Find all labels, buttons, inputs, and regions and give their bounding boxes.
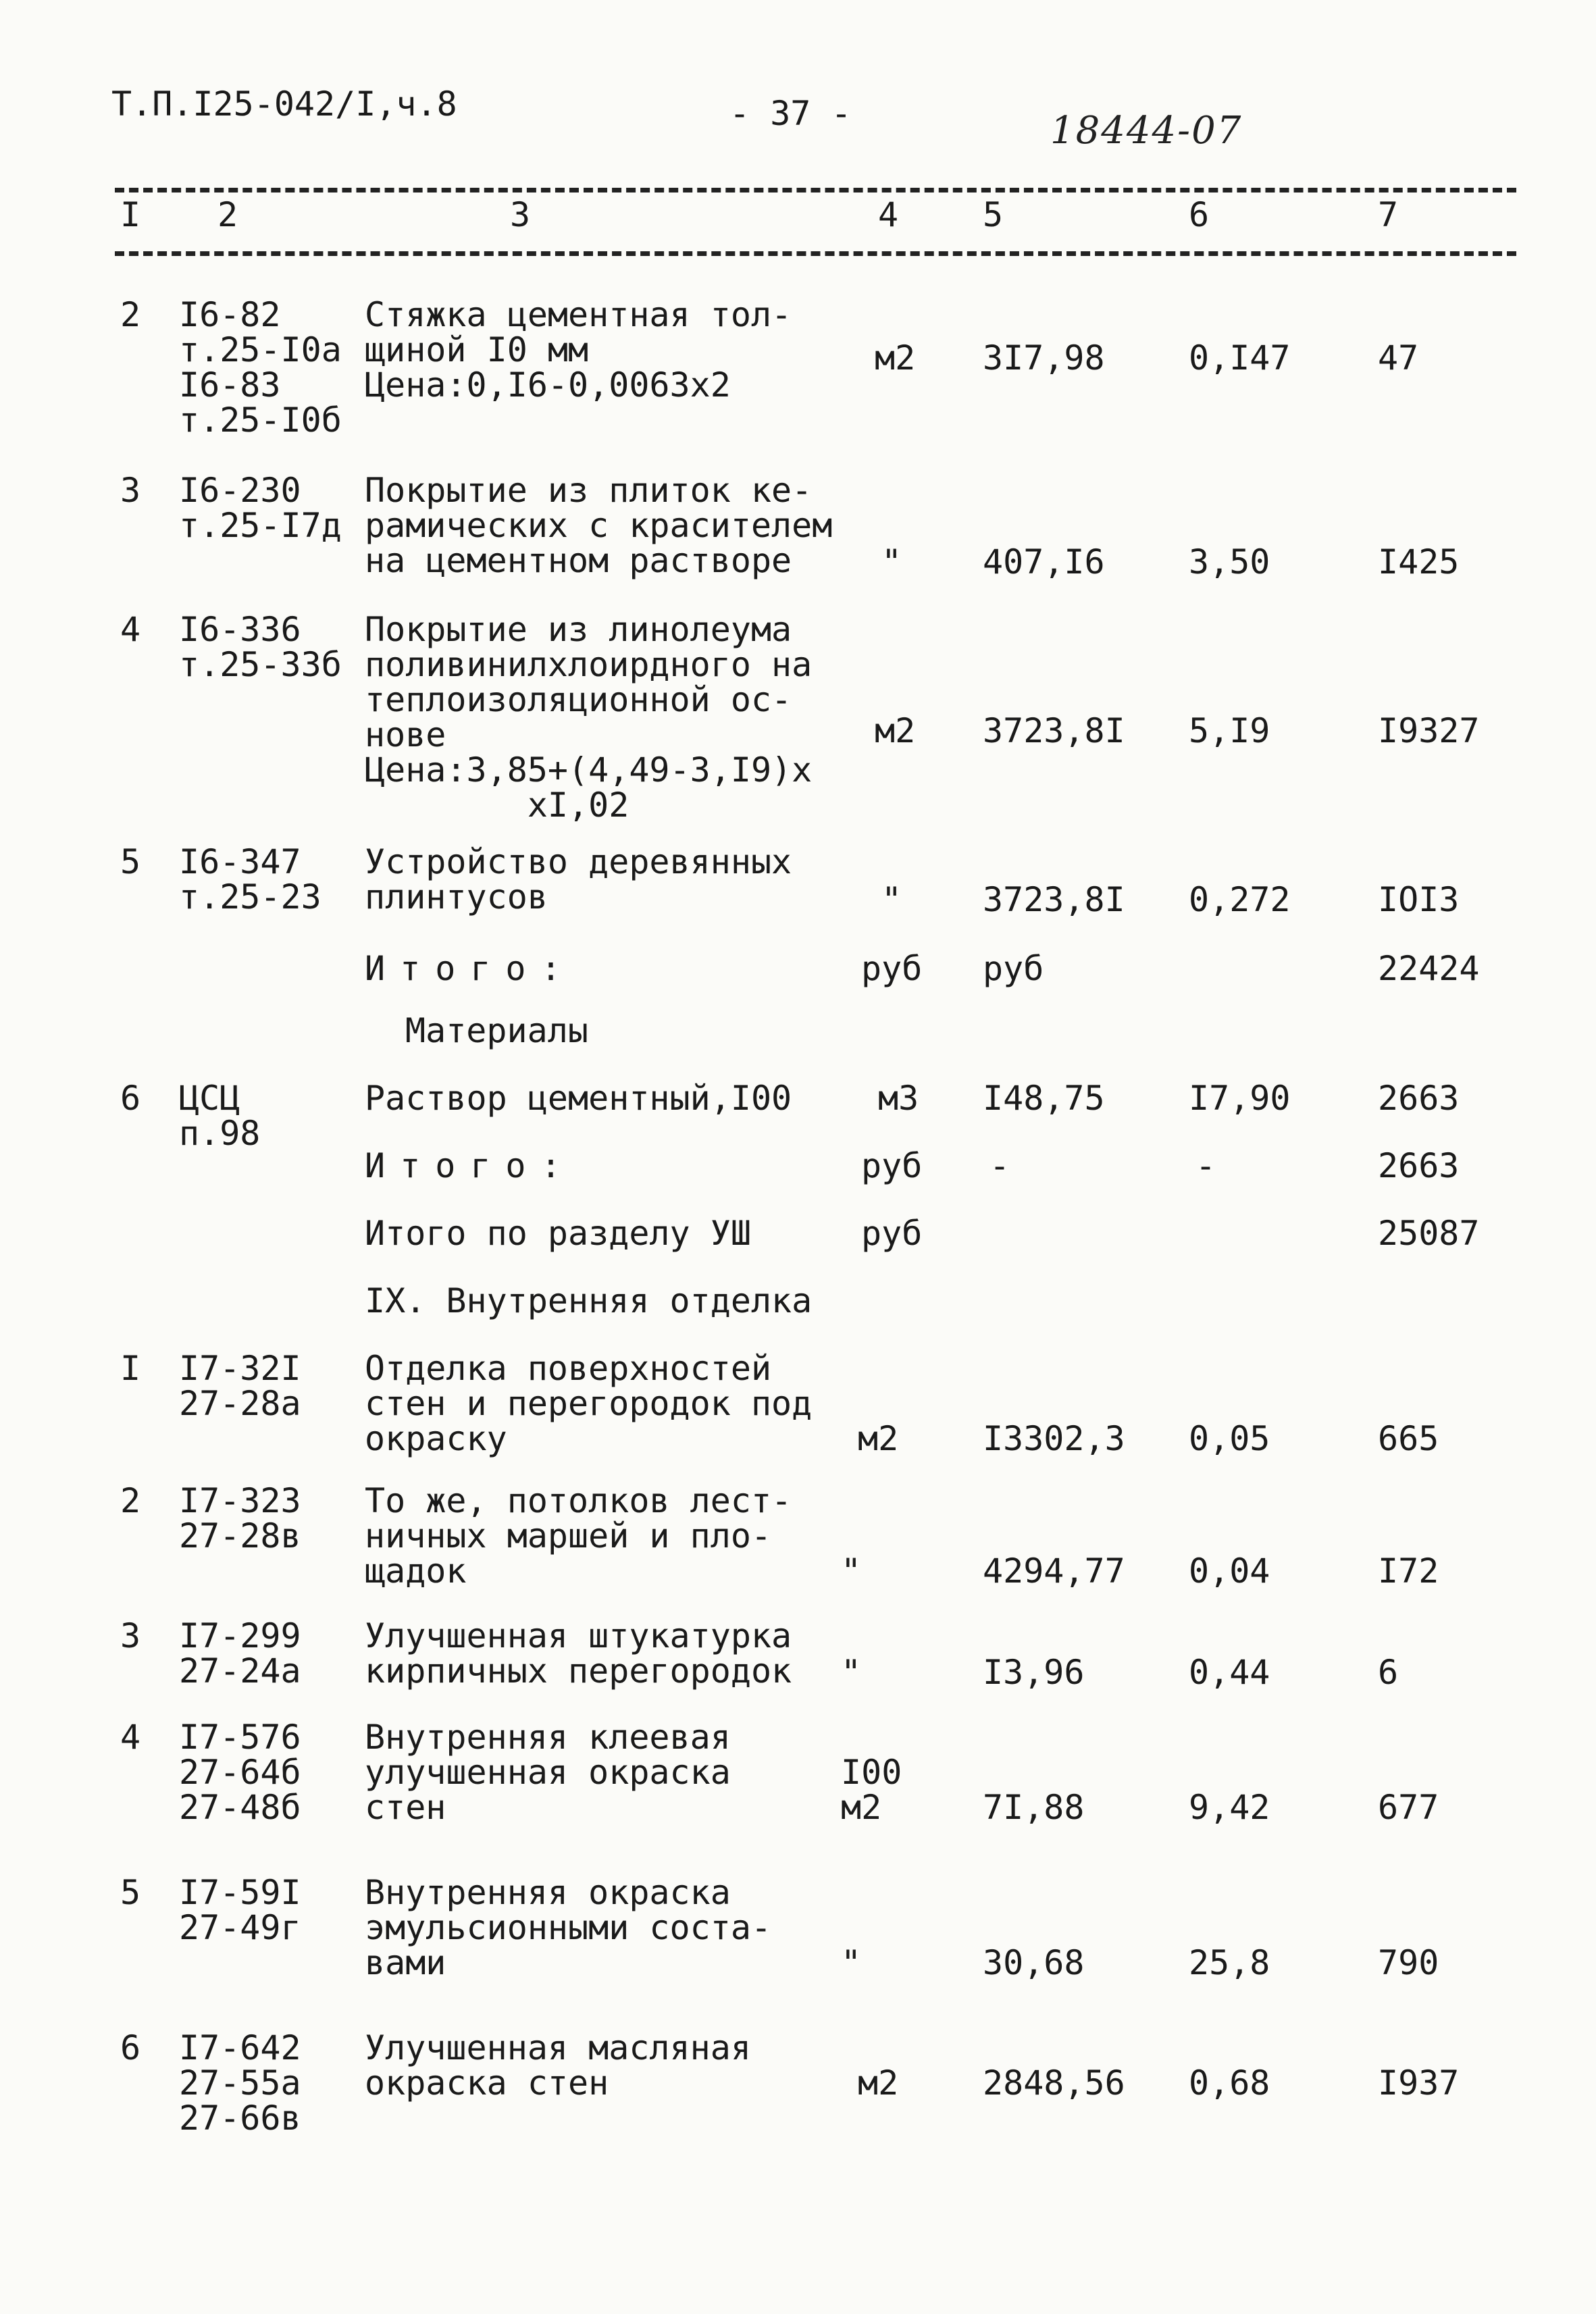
row-description: Внутренняя клеевая улучшенная окраска стен: [365, 1718, 731, 1827]
row-unit-price: І7,90: [1189, 1079, 1291, 1118]
row-description: Стяжка цементная тол- щиной І0 мм Цена:0,І6-0,0063х2: [365, 295, 792, 405]
row-number: 5: [120, 842, 141, 881]
row-unit: ": [841, 1943, 862, 1982]
row-unit-price: 0,04: [1189, 1551, 1270, 1591]
row-quantity: 7І,88: [983, 1788, 1085, 1827]
row-unit: руб: [861, 1214, 923, 1253]
row-number: 6: [120, 2028, 141, 2067]
row-description: Внутренняя окраска эмульсионными соста- вами: [365, 1873, 772, 1982]
row-unit: ": [881, 542, 902, 582]
row-total: І9327: [1378, 711, 1480, 750]
row-number: 4: [120, 1718, 141, 1757]
row-quantity: 3І7,98: [983, 338, 1105, 378]
row-unit-price: 3,50: [1189, 542, 1270, 582]
row-description: То же, потолков лест- ничных маршей и пло- щадок: [365, 1481, 792, 1591]
row-unit: ": [841, 1551, 862, 1591]
row-total: ІОІ3: [1378, 880, 1460, 919]
row-number: 3: [120, 1616, 141, 1655]
row-unit-price: 0,05: [1189, 1419, 1270, 1458]
row-unit: м3: [878, 1079, 919, 1118]
row-unit: руб: [861, 949, 923, 988]
subtotal-label: Итого:: [365, 949, 576, 988]
row-total: 2663: [1378, 1146, 1460, 1185]
row-number: 2: [120, 295, 141, 334]
row-total: І937: [1378, 2063, 1460, 2103]
section-total-label: Итого по разделу УШ: [365, 1214, 751, 1253]
row-quantity: 4294,77: [983, 1551, 1125, 1591]
section-heading: IX. Внутренняя отделка: [365, 1281, 813, 1320]
row-description: Улучшенная масляная окраска стен: [365, 2028, 751, 2103]
row-unit-price: 0,272: [1189, 880, 1291, 919]
row-code: І6-347 т.25-23: [179, 842, 321, 917]
row-code: І7-32І 27-28а: [179, 1349, 301, 1423]
row-description: Покрытие из линолеума поливинилхлоирдного на теплоизоляционной ос- нове Цена:3,85+(4,49-3,І9)х хІ,02: [365, 610, 813, 825]
row-quantity: 2848,56: [983, 2063, 1125, 2103]
document-code: Т.П.І25-042/І,ч.8: [111, 84, 457, 124]
row-number: 4: [120, 610, 141, 649]
section-label-materials: Материалы: [405, 1011, 588, 1050]
row-unit-price: 9,42: [1189, 1788, 1270, 1827]
row-code: І6-230 т.25-І7д: [179, 471, 342, 545]
row-quantity: І48,75: [983, 1079, 1105, 1118]
row-total: 25087: [1378, 1214, 1480, 1253]
row-code: І6-82 т.25-І0а І6-83 т.25-І0б: [179, 295, 342, 440]
row-code: І7-59І 27-49г: [179, 1873, 301, 1947]
row-number: 5: [120, 1873, 141, 1912]
row-quantity: руб: [983, 949, 1044, 988]
row-unit: руб: [861, 1146, 923, 1185]
row-quantity: 30,68: [983, 1943, 1085, 1982]
row-total: 790: [1378, 1943, 1439, 1982]
row-unit: ": [881, 880, 902, 919]
row-quantity: І3302,3: [983, 1419, 1125, 1458]
row-number: 6: [120, 1079, 141, 1118]
row-unit-price: -: [1195, 1146, 1216, 1185]
row-code: І7-323 27-28в: [179, 1481, 301, 1555]
row-total: І72: [1378, 1551, 1439, 1591]
handwritten-number: 18444-07: [1050, 109, 1243, 153]
row-quantity: 3723,8І: [983, 711, 1125, 750]
column-header-6: 6: [1189, 195, 1210, 234]
row-number: 3: [120, 471, 141, 510]
row-unit: м2: [858, 2063, 899, 2103]
column-header-4: 4: [878, 195, 899, 234]
row-description: Устройство деревянных плинтусов: [365, 842, 792, 917]
page-number: - 37 -: [729, 94, 852, 133]
row-code: І7-576 27-64б 27-48б: [179, 1718, 301, 1827]
row-unit: І00 м2: [841, 1753, 902, 1827]
header-bottom-divider: [115, 251, 1516, 256]
row-code: І6-336 т.25-33б: [179, 610, 342, 684]
row-total: І425: [1378, 542, 1460, 582]
column-header-7: 7: [1378, 195, 1399, 234]
row-quantity: І3,96: [983, 1653, 1085, 1692]
row-code: ЦСЦ п.98: [179, 1079, 261, 1153]
row-code: І7-299 27-24а: [179, 1616, 301, 1691]
header-top-divider: [115, 188, 1516, 192]
row-number: І: [120, 1349, 141, 1388]
row-total: 6: [1378, 1653, 1399, 1692]
row-total: 677: [1378, 1788, 1439, 1827]
column-header-5: 5: [983, 195, 1004, 234]
column-header-3: 3: [510, 195, 531, 234]
row-description: Отделка поверхностей стен и перегородок под окраску: [365, 1349, 813, 1458]
row-unit-price: 0,І47: [1189, 338, 1291, 378]
row-total: 2663: [1378, 1079, 1460, 1118]
row-unit: м2: [875, 338, 916, 378]
row-unit-price: 25,8: [1189, 1943, 1270, 1982]
column-header-1: І: [120, 195, 141, 234]
row-unit-price: 0,68: [1189, 2063, 1270, 2103]
row-unit: ": [841, 1653, 862, 1692]
row-quantity: 3723,8І: [983, 880, 1125, 919]
row-description: Раствор цементный,І00: [365, 1079, 792, 1118]
row-total: 22424: [1378, 949, 1480, 988]
row-number: 2: [120, 1481, 141, 1520]
row-total: 665: [1378, 1419, 1439, 1458]
subtotal-label: Итого:: [365, 1146, 576, 1185]
row-total: 47: [1378, 338, 1419, 378]
row-unit: м2: [858, 1419, 899, 1458]
row-quantity: 407,І6: [983, 542, 1105, 582]
row-unit-price: 0,44: [1189, 1653, 1270, 1692]
row-code: І7-642 27-55а 27-66в: [179, 2028, 301, 2138]
row-unit-price: 5,І9: [1189, 711, 1270, 750]
row-description: Покрытие из плиток ке- рамических с красителем на цементном растворе: [365, 471, 833, 580]
column-header-2: 2: [217, 195, 238, 234]
row-unit: м2: [875, 711, 916, 750]
row-quantity: -: [989, 1146, 1010, 1185]
row-description: Улучшенная штукатурка кирпичных перегородок: [365, 1616, 792, 1691]
